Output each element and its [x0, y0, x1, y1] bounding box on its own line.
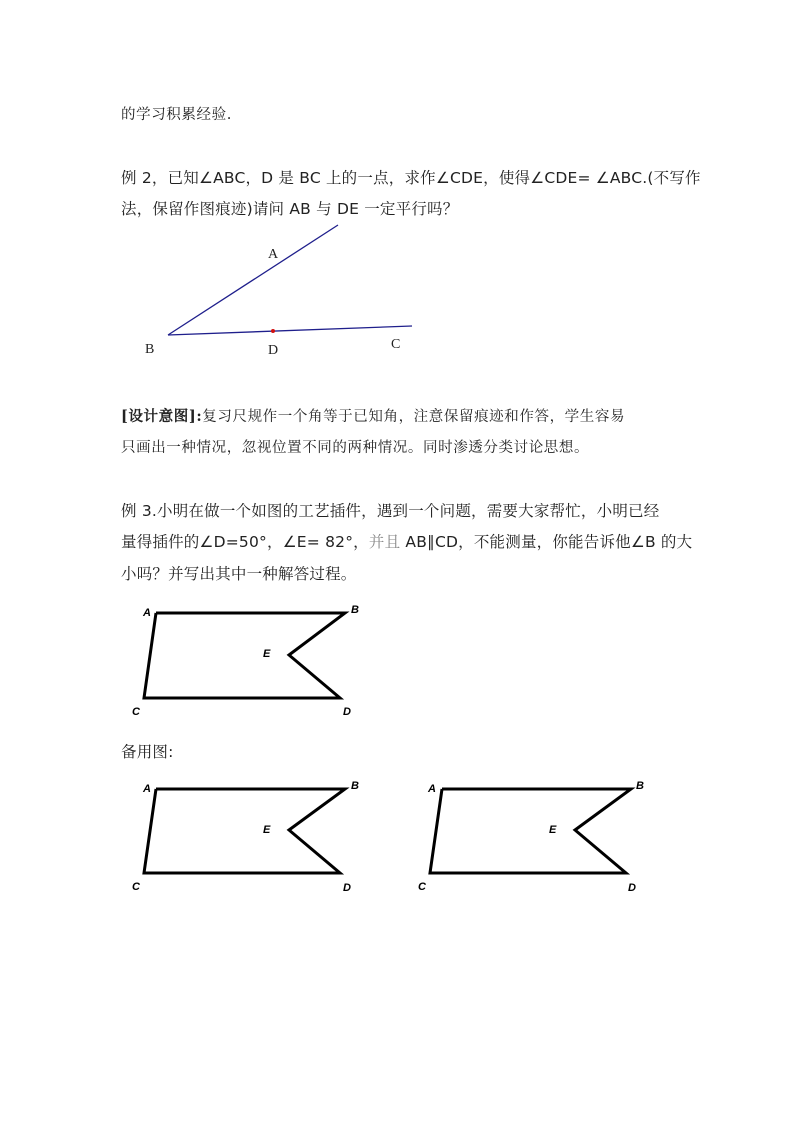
example3-line2-a: 量得插件的∠D=50°，∠E= 82°，: [121, 533, 369, 551]
ray-bc: [168, 326, 412, 335]
label-d: D: [343, 882, 351, 894]
label-c: C: [132, 881, 140, 893]
design-intent-text1: 复习尺规作一个角等于已知角，注意保留痕迹和作答，学生容易: [202, 409, 626, 425]
label-d: D: [268, 343, 279, 358]
example3-line2-gray: 并且: [368, 533, 401, 551]
example2-angle-figure: [130, 218, 430, 368]
example3-line3: 小吗？并写出其中一种解答过程。: [121, 565, 357, 583]
point-d: [271, 329, 275, 333]
label-d: D: [343, 706, 351, 718]
intro-line: 的学习积累经验.: [121, 107, 232, 123]
design-intent-line1: [121, 405, 625, 426]
label-e: E: [263, 648, 271, 660]
label-e: E: [549, 824, 557, 836]
backup-figure-1: [130, 776, 370, 901]
label-a: A: [143, 783, 151, 795]
design-intent-label: [设计意图]:: [121, 408, 203, 425]
craft-outline: [430, 789, 631, 873]
example3-line2: [121, 530, 692, 552]
label-c: C: [418, 881, 426, 893]
craft-outline: [144, 613, 345, 698]
example2-line1: 例 2，已知∠ABC，D 是 BC 上的一点，求作∠CDE，使得∠CDE= ∠ABC.(不写作: [121, 169, 701, 187]
example3-line1: 例 3.小明在做一个如图的工艺插件，遇到一个问题，需要大家帮忙，小明已经: [121, 502, 660, 520]
example3-line2-b: AB∥CD，不能测量，你能告诉他∠B 的大: [400, 533, 693, 551]
label-b: B: [351, 604, 359, 616]
backup-label: 备用图:: [121, 743, 174, 761]
craft-outline: [144, 789, 345, 873]
backup-figure-2: [416, 774, 656, 899]
label-b: B: [636, 780, 644, 792]
label-c: C: [132, 706, 140, 718]
label-b: B: [145, 342, 155, 357]
design-intent-line2: 只画出一种情况，忽视位置不同的两种情况。同时渗透分类讨论思想。: [121, 440, 590, 456]
label-b: B: [351, 780, 359, 792]
label-a: A: [143, 607, 151, 619]
label-c: C: [391, 337, 401, 352]
label-e: E: [263, 824, 271, 836]
ray-ba: [168, 225, 338, 335]
craft-piece-figure: [130, 600, 370, 725]
example2-line2: 法，保留作图痕迹)请问 AB 与 DE 一定平行吗？: [121, 200, 459, 218]
label-a: A: [268, 247, 279, 262]
label-d: D: [628, 882, 636, 894]
label-a: A: [428, 783, 436, 795]
